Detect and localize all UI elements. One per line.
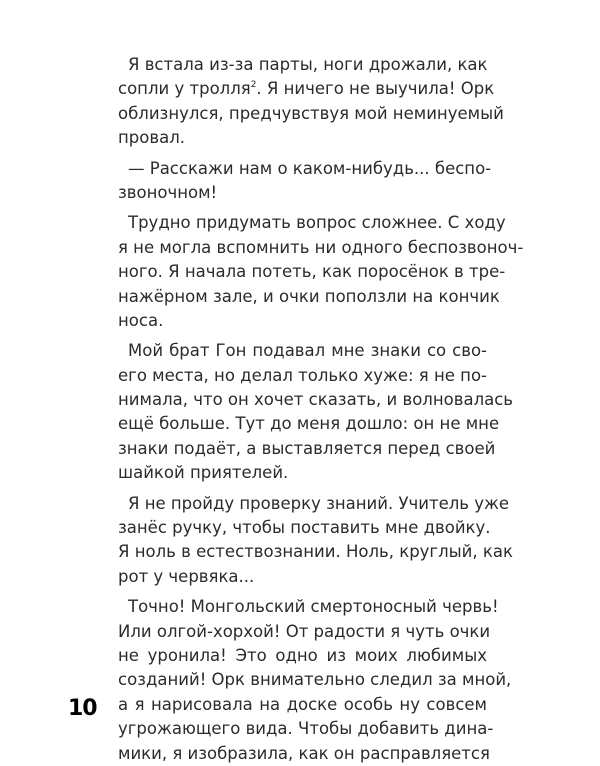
text-line xyxy=(118,620,491,644)
paragraph xyxy=(118,53,504,151)
paragraph xyxy=(118,339,514,485)
text-line xyxy=(118,260,506,284)
line-text: нимала, что он хочет сказать, и волновалась xyxy=(118,390,514,410)
line-text: я не могла вспомнить ни одного беспозвоноч- xyxy=(118,237,524,257)
line-text: созданий! Орк внимательно следил за мной, xyxy=(118,670,512,690)
line-text: Я ноль в естествознании. Ноль, круглый, как xyxy=(118,542,513,562)
text-line xyxy=(118,181,487,205)
line-text: Или олгой-хорхой! От радости я чуть очки xyxy=(118,621,491,641)
line-text: его места, но делал только хуже: я не по- xyxy=(118,365,488,385)
line-text: мики, я изобразила, как он расправляется xyxy=(118,743,490,763)
text-line xyxy=(118,595,499,619)
line-text: шайкой приятелей. xyxy=(118,463,289,483)
text-line xyxy=(118,157,492,181)
line-text: Я встала из-за парты, ноги дрожали, как xyxy=(128,55,488,74)
line-text: Мой брат Гон подавал мне знаки со сво- xyxy=(128,341,487,361)
text-line xyxy=(118,309,487,333)
line-text: рот у червяка... xyxy=(118,566,255,586)
line-text: не уронила! Это одно из моих любимых xyxy=(118,645,487,665)
line-text: знаки подаёт, а выставляется перед своей xyxy=(118,438,496,458)
text-line xyxy=(118,540,513,564)
text-line xyxy=(118,211,506,235)
line-text: а я нарисовала на доске особь ну совсем xyxy=(118,694,487,714)
text-line xyxy=(118,339,487,363)
text-line xyxy=(118,126,487,150)
text-line xyxy=(118,717,494,741)
line-text: сопли у тролля xyxy=(118,79,251,99)
paragraph xyxy=(118,595,512,766)
line-text: ещё больше. Тут до меня дошло: он не мне xyxy=(118,414,500,434)
text-line xyxy=(118,693,487,717)
line-text: угрожающего вида. Чтобы добавить дина- xyxy=(118,719,494,739)
line-text: звоночном! xyxy=(118,182,218,202)
text-line xyxy=(118,102,504,126)
paragraph xyxy=(118,157,492,206)
line-text: ного. Я начала потеть, как поросёнок в тре- xyxy=(118,262,506,282)
footnote-marker[interactable]: 2 xyxy=(250,80,257,91)
text-line xyxy=(118,644,487,668)
text-line xyxy=(118,412,500,436)
line-text: — Расскажи нам о каком-нибудь... беспо- xyxy=(128,158,492,178)
line-text: Я не пройду проверку знаний. Учитель уже xyxy=(128,493,510,513)
page-number: 10 xyxy=(68,696,97,721)
text-line xyxy=(118,53,487,77)
text-line xyxy=(118,285,500,309)
text-line xyxy=(118,77,495,101)
text-line xyxy=(118,492,510,516)
line-text-continued: . Я ничего не выучила! Орк xyxy=(256,79,495,99)
text-line xyxy=(118,668,512,692)
text-line xyxy=(118,437,496,461)
text-line xyxy=(118,236,524,260)
paragraph xyxy=(118,492,513,590)
text-column xyxy=(118,53,524,766)
line-text: Трудно придумать вопрос сложнее. С ходу xyxy=(128,213,506,233)
text-line xyxy=(118,388,514,412)
text-line xyxy=(118,742,490,766)
text-line xyxy=(118,461,487,485)
line-text: занёс ручку, чтобы поставить мне двойку. xyxy=(118,518,491,538)
line-text: носа. xyxy=(118,310,164,330)
paragraph xyxy=(118,211,524,333)
text-line xyxy=(118,516,491,540)
line-text: провал. xyxy=(118,128,185,148)
text-line xyxy=(118,364,487,388)
line-text: облизнулся, предчувствуя мой неминуемый xyxy=(118,103,504,123)
line-text: нажёрном зале, и очки поползли на кончик xyxy=(118,286,500,306)
text-line xyxy=(118,565,487,589)
line-text: Точно! Монгольский смертоносный червь! xyxy=(128,597,499,617)
